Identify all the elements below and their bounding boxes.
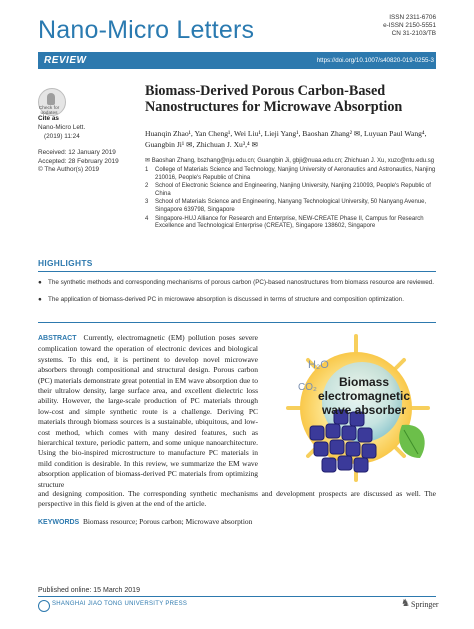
correspondence-emails: ✉ Baoshan Zhang, bszhang@nju.edu.cn; Guangbin Ji, gbji@nuaa.edu.cn; Zhichuan J. Xu, xuzc@ntu.edu.sg: [145, 158, 435, 164]
affiliations: [145, 167, 445, 232]
bullet-icon: ●: [38, 296, 42, 303]
affiliation-number: 4: [145, 215, 149, 222]
abstract-continuation: and designing composition. The corresponding synthetic mechanisms and development prospects are discussed as well. The perspective in this field is given at the end of the article.: [38, 489, 436, 509]
affiliation-item: [145, 216, 445, 231]
issn-line: ISSN 2311-6706: [389, 14, 436, 21]
co2-label: CO₂: [298, 382, 317, 393]
springer-horse-icon: ♞: [401, 598, 410, 609]
keywords: [38, 517, 252, 526]
cite-heading: Cite as: [38, 115, 59, 122]
graphic-title-line-1: Biomass: [338, 375, 390, 389]
affiliation-number: 3: [145, 199, 149, 206]
issn-line: CN 31-2103/TB: [391, 30, 436, 37]
issn-block: [383, 14, 436, 38]
affiliation-text: School of Electronic Science and Engineering, Nanjing University, Nanjing 210093, People's Republic of China: [155, 183, 431, 197]
bullet-icon: ●: [38, 279, 42, 286]
graphical-abstract: [252, 330, 452, 488]
accepted-date: Accepted: 28 February 2019: [38, 157, 119, 165]
graphic-title-line-3: wave absorber: [321, 403, 407, 417]
issn-line: e-ISSN 2150-5551: [383, 22, 436, 29]
copyright: © The Author(s) 2019: [38, 166, 100, 173]
sjtu-logo-icon: [38, 600, 50, 612]
abstract-body: Currently, electromagnetic (EM) pollution poses severe complication toward the operation of electronic devices and biological systems. To this end, it is pertinent to develop novel microwave absorbers through compositional and structural design. Porous carbon (PC) materials demonstrate great potential in EM wave absorption due to their ultralow density, large surface area, and excellent dielectric loss ability. However, the large-scale production of PC materials through low-cost and simple synthetic route is a challenge. Deriving PC materials through biomass sources is a sustainable, ubiquitous, and low-cost method, which comes with many desired features, such as hierarchical texture, periodic pattern, and some unique nanoarchitecture. Using the bio-inspired microstructure to manufacture PC materials in mild condition is desirable. In this review, we summarize the EM wave absorption application of biomass-derived PC materials from optimizing structure: [38, 333, 259, 489]
abstract-label: ABSTRACT: [38, 335, 77, 342]
highlight-text: The application of biomass-derived PC in microwave absorption is discussed in terms of structure and composition optimization.: [48, 296, 404, 303]
h2o-label: H₂O: [308, 359, 329, 371]
bookmark-icon: [47, 93, 55, 105]
keywords-label: KEYWORDS: [38, 519, 80, 526]
affiliation-text: Singapore-HUJ Alliance for Research and Enterprise, NEW-CREATE Phase II, Campus for Research Excellence and Technological Enterprise (CREATE), Singapore 138602, Singapore: [155, 215, 424, 230]
highlight-item: [38, 279, 436, 287]
divider: [38, 322, 436, 323]
affiliation-number: 2: [145, 183, 149, 190]
cite-line: (2019) 11:24: [44, 132, 80, 140]
affiliation-item: [145, 167, 445, 182]
affiliation-text: School of Materials Science and Engineering, Nanyang Technological University, 50 Nanyang Avenue, Singapore 639798, Singapore: [155, 199, 427, 213]
affiliation-item: [145, 199, 445, 214]
badge-text: Check for updates: [38, 106, 60, 116]
affiliation-text: College of Materials Science and Technology, Nanjing University of Aeronautics and Astronautics, Nanjing 210016, People's Republic of China: [155, 167, 436, 181]
publisher-name: SHANGHAI JIAO TONG UNIVERSITY PRESS: [52, 601, 188, 607]
divider: [38, 596, 436, 597]
author-list: Huanqin Zhao¹, Yan Cheng¹, Wei Liu¹, Lieji Yang¹, Baoshan Zhang² ✉, Luyuan Paul Wang⁴, Guangbin Ji¹ ✉, Zhichuan J. Xu³,⁴ ✉: [145, 129, 427, 149]
cite-line: Nano-Micro Lett.: [38, 124, 86, 131]
keywords-text: Biomass resource; Porous carbon; Microwave absorption: [82, 517, 253, 526]
journal-title: Nano-Micro Letters: [38, 16, 255, 44]
highlight-item: [38, 296, 436, 304]
graphic-title-line-2: electromagnetic: [317, 389, 411, 403]
affiliation-item: [145, 183, 445, 198]
citation: [38, 124, 133, 141]
highlight-text: The synthetic methods and corresponding mechanisms of porous carbon (PC)-based nanostructures from biomass resource are reviewed.: [48, 279, 435, 286]
affiliation-number: 1: [145, 167, 149, 173]
article-title: Biomass-Derived Porous Carbon-Based Nanostructures for Microwave Absorption: [145, 83, 403, 115]
highlights-list: [38, 279, 436, 313]
doi-link[interactable]: https://doi.org/10.1007/s40820-019-0255-3: [316, 57, 434, 64]
highlights-heading: HIGHLIGHTS: [38, 258, 93, 268]
received-date: Received: 12 January 2019: [38, 149, 116, 156]
dates: [38, 149, 133, 175]
springer-label: Springer: [411, 600, 439, 609]
abstract: [38, 333, 258, 490]
published-date: Published online: 15 March 2019: [38, 587, 140, 594]
review-label: REVIEW: [44, 55, 87, 66]
divider: [38, 271, 436, 272]
